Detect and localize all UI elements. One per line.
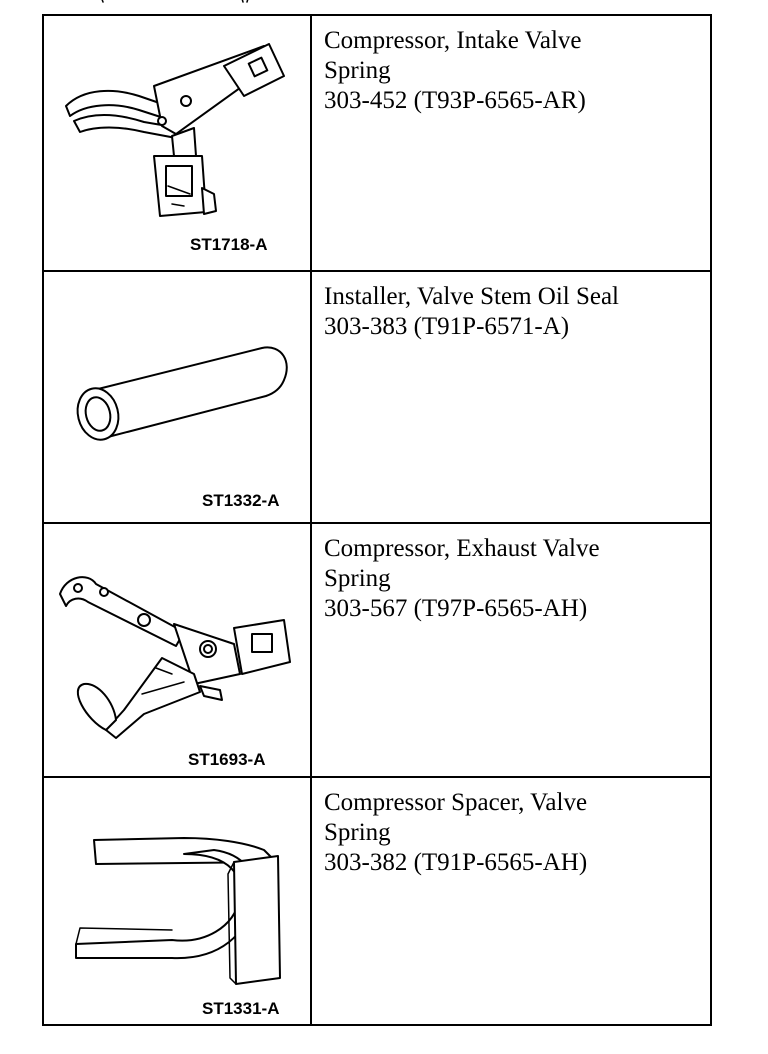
compressor-spacer-icon <box>44 778 310 1026</box>
figure-id-label: ST1331-A <box>202 999 280 1018</box>
tool-illustration-cell <box>44 524 312 776</box>
tool-name-line1: Compressor, Exhaust Valve <box>324 535 600 562</box>
seal-installer-tube-icon <box>44 272 310 522</box>
tool-name-line2: Spring <box>324 57 391 84</box>
tool-description <box>312 272 710 522</box>
tool-illustration-cell <box>44 16 312 270</box>
valve-spring-compressor-exhaust-icon <box>44 524 310 776</box>
cropped-text-marks <box>40 0 280 6</box>
figure-id-label: ST1718-A <box>190 235 268 254</box>
tool-description <box>312 778 710 1026</box>
tool-description <box>312 524 710 776</box>
figure-id-label: ST1693-A <box>188 750 266 769</box>
tool-illustration-cell <box>44 272 312 522</box>
tool-name-line1: Compressor, Intake Valve <box>324 27 582 54</box>
cropped-heading-fragment <box>40 0 280 6</box>
tool-part-number: 303-452 (T93P-6565-AR) <box>324 87 586 114</box>
tool-name-line1: Installer, Valve Stem Oil Seal <box>324 283 620 310</box>
valve-spring-compressor-intake-icon <box>44 16 310 268</box>
tool-row <box>44 522 710 776</box>
tool-illustration-cell <box>44 778 312 1026</box>
tool-name-line2: Spring <box>324 819 391 846</box>
tool-part-number: 303-382 (T91P-6565-AH) <box>324 849 588 876</box>
figure-id-label: ST1332-A <box>202 491 280 510</box>
tool-name-line1: Compressor Spacer, Valve <box>324 789 588 816</box>
tool-name-line2: Spring <box>324 565 391 592</box>
tool-part-number: 303-567 (T97P-6565-AH) <box>324 595 588 622</box>
tool-description <box>312 16 710 270</box>
tool-row <box>44 270 710 522</box>
special-tools-table <box>42 14 712 1026</box>
tool-row <box>44 776 710 1026</box>
tool-part-number: 303-383 (T91P-6571-A) <box>324 313 570 340</box>
tool-row <box>44 16 710 270</box>
